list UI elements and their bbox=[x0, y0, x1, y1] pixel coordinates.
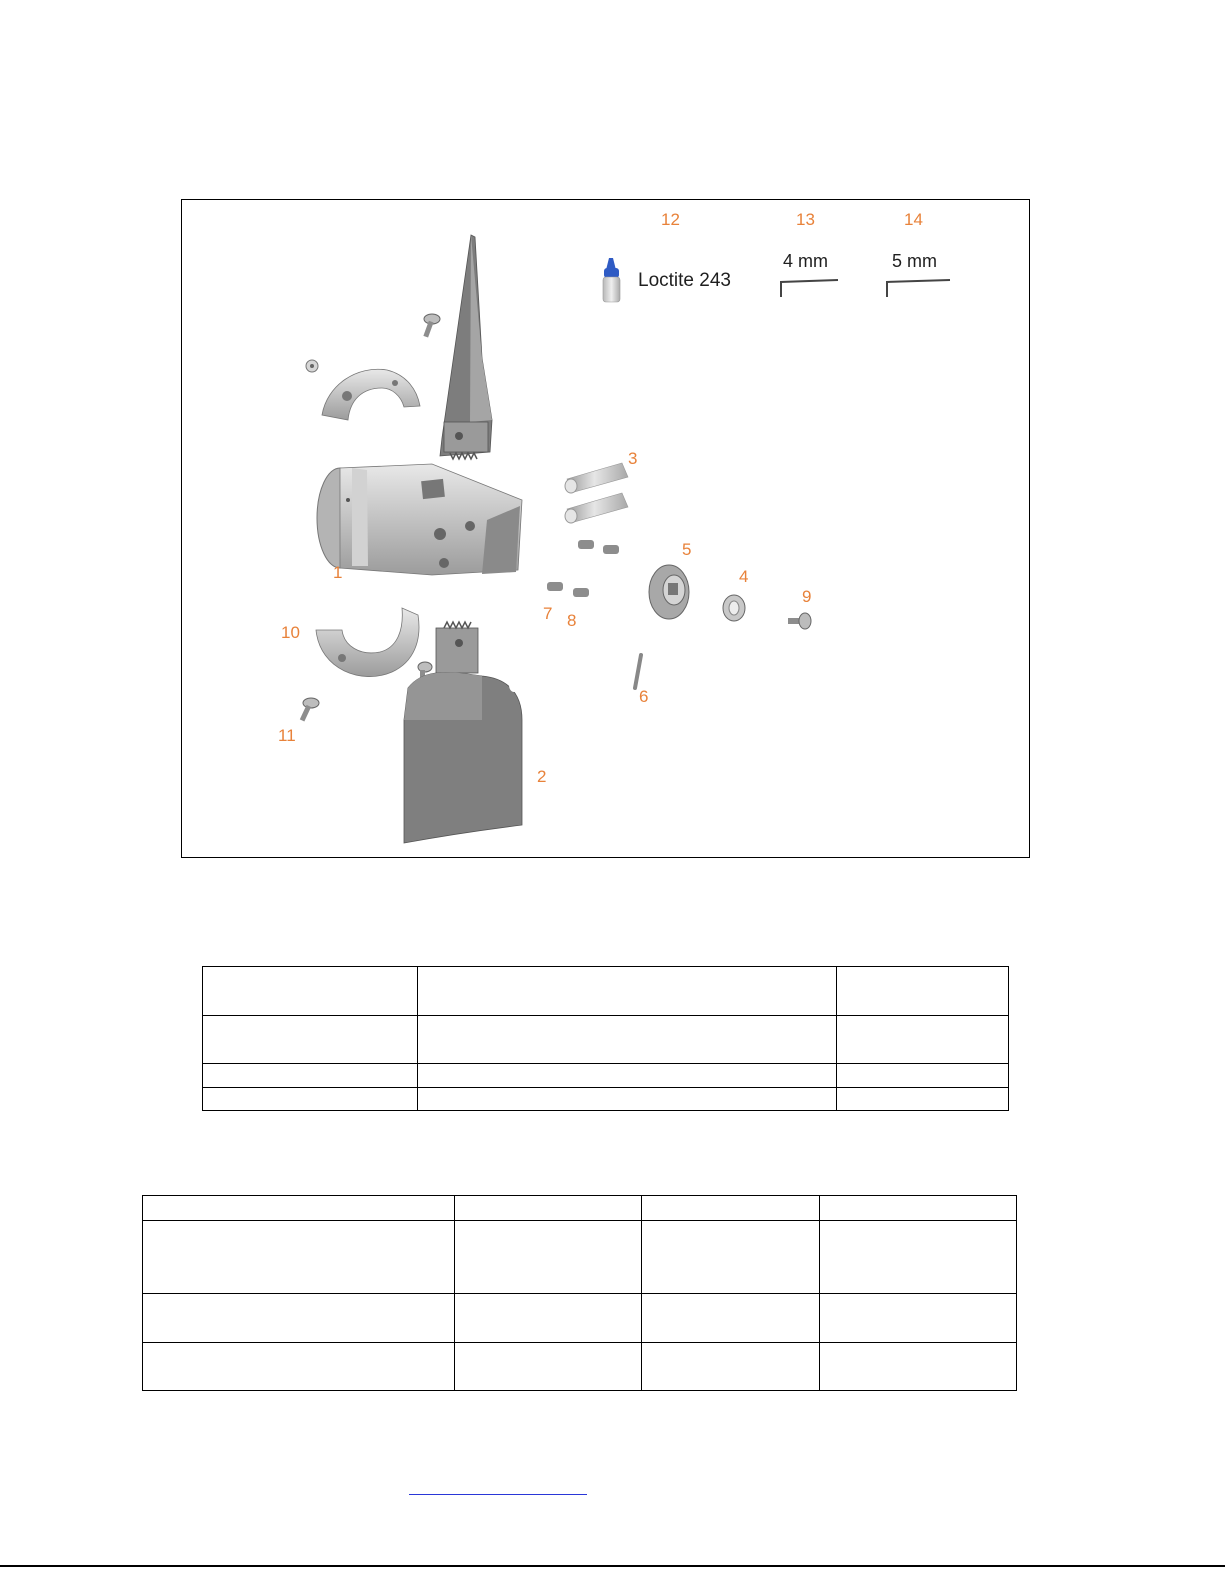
table-cell bbox=[642, 1343, 820, 1391]
table-cell bbox=[837, 1064, 1009, 1088]
table-row bbox=[203, 1064, 1009, 1088]
table-cell bbox=[642, 1196, 820, 1221]
table-row bbox=[203, 1088, 1009, 1111]
table-cell bbox=[455, 1196, 642, 1221]
flange-part bbox=[649, 565, 689, 619]
table-cell bbox=[820, 1221, 1017, 1294]
callout-12: 12 bbox=[661, 210, 680, 229]
spring-pin-part bbox=[635, 655, 641, 688]
table-row bbox=[143, 1196, 1017, 1221]
table-row bbox=[143, 1294, 1017, 1343]
adhesive-label: Loctite 243 bbox=[638, 270, 731, 291]
callout-8: 8 bbox=[567, 611, 577, 630]
table-cell bbox=[203, 1088, 418, 1111]
table-row bbox=[203, 1016, 1009, 1064]
hex-key-4mm-icon bbox=[781, 280, 838, 297]
bushing-part bbox=[723, 595, 745, 621]
table-cell bbox=[837, 967, 1009, 1016]
table-cell bbox=[203, 967, 418, 1016]
callout-5: 5 bbox=[682, 540, 692, 559]
callout-6: 6 bbox=[639, 687, 649, 706]
callout-2: 2 bbox=[537, 767, 547, 786]
callout-13: 13 bbox=[796, 210, 815, 229]
table-cell bbox=[203, 1064, 418, 1088]
table-cell bbox=[642, 1294, 820, 1343]
hex-key-4mm-label: 4 mm bbox=[783, 251, 828, 271]
callout-1: 1 bbox=[333, 563, 343, 582]
table-cell bbox=[820, 1343, 1017, 1391]
table-cell bbox=[820, 1294, 1017, 1343]
exploded-parts-diagram bbox=[181, 199, 1030, 858]
loctite-bottle-icon bbox=[603, 258, 620, 302]
parts-table-b bbox=[142, 1195, 1017, 1391]
table-row bbox=[143, 1343, 1017, 1391]
parts-illustration bbox=[182, 200, 1031, 859]
table-cell bbox=[837, 1088, 1009, 1111]
upper-clamp-part bbox=[322, 369, 420, 420]
footer-hyperlink[interactable] bbox=[409, 1494, 587, 1495]
table-cell bbox=[455, 1221, 642, 1294]
bolt-part bbox=[788, 613, 811, 629]
table-cell bbox=[455, 1294, 642, 1343]
table-cell bbox=[203, 1016, 418, 1064]
main-tube-part bbox=[317, 464, 522, 575]
lower-blade-part bbox=[404, 622, 522, 843]
callout-10: 10 bbox=[281, 623, 300, 642]
table-cell bbox=[143, 1294, 455, 1343]
callout-14: 14 bbox=[904, 210, 923, 229]
callout-3: 3 bbox=[628, 449, 638, 468]
table-cell bbox=[837, 1016, 1009, 1064]
table-cell bbox=[143, 1196, 455, 1221]
table-cell bbox=[642, 1221, 820, 1294]
table-cell bbox=[418, 967, 837, 1016]
table-cell bbox=[418, 1016, 837, 1064]
table-row bbox=[143, 1221, 1017, 1294]
table-cell bbox=[418, 1064, 837, 1088]
table-row bbox=[203, 967, 1009, 1016]
screw-11-icon bbox=[300, 698, 319, 722]
callout-7: 7 bbox=[543, 604, 553, 623]
table-cell bbox=[455, 1343, 642, 1391]
upper-blade-part bbox=[440, 235, 492, 459]
hex-key-5mm-label: 5 mm bbox=[892, 251, 937, 271]
washer-top-icon bbox=[306, 360, 318, 372]
callout-9: 9 bbox=[802, 587, 812, 606]
parts-table-a bbox=[202, 966, 1009, 1111]
callout-11: 11 bbox=[278, 726, 296, 745]
screw-top-icon bbox=[423, 314, 440, 338]
lower-clamp-part bbox=[316, 608, 419, 677]
table-cell bbox=[820, 1196, 1017, 1221]
callout-4: 4 bbox=[739, 567, 749, 586]
table-cell bbox=[418, 1088, 837, 1111]
table-cell bbox=[143, 1221, 455, 1294]
footer-rule bbox=[0, 1565, 1225, 1567]
hex-key-5mm-icon bbox=[887, 280, 950, 297]
table-cell bbox=[143, 1343, 455, 1391]
pins-part bbox=[565, 463, 628, 523]
set-screws-icon bbox=[547, 540, 619, 597]
